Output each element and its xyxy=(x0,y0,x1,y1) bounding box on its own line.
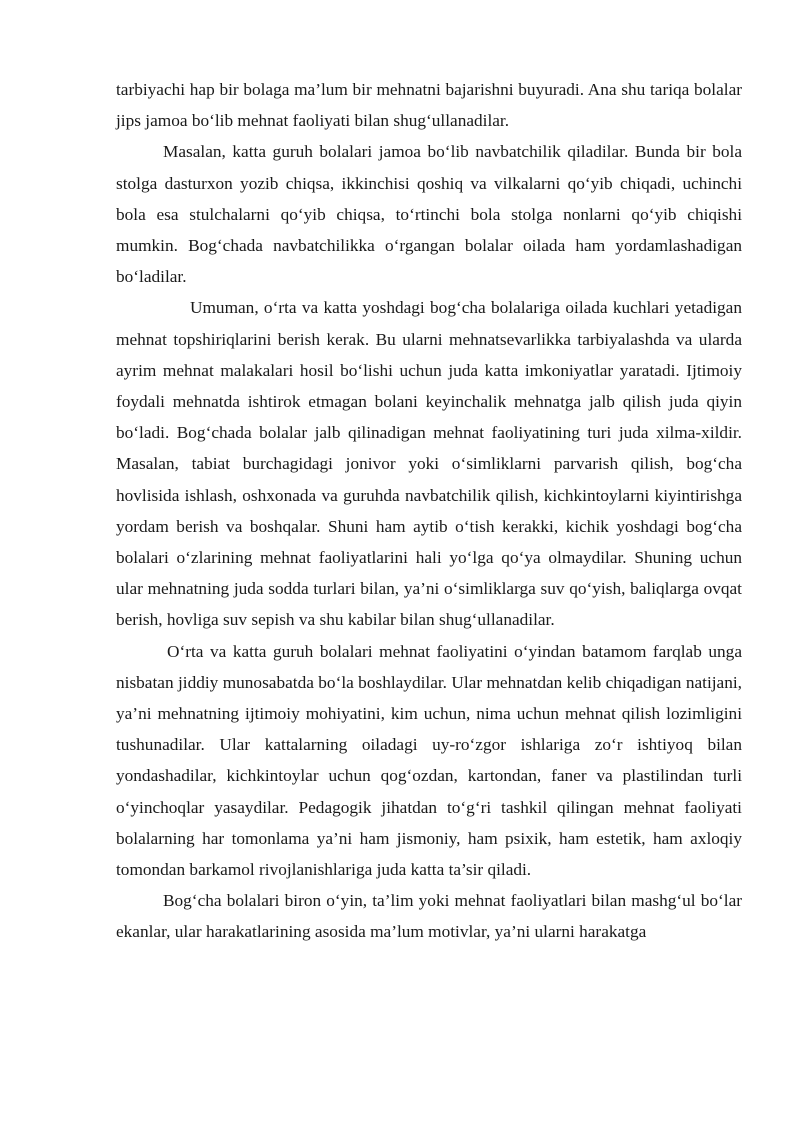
paragraph-3: Umuman, o‘rta va katta yoshdagi bog‘cha bolalariga oilada kuchlari yetadigan mehnat topshiriqlarini berish kerak. Bu ularni mehnatsevarlikka tarbiyalashda va ularda ayrim mehnat malakalari hosil bo‘lishi uchun juda katta imkoniyatlar yaratadi. Ijtimoiy foydali mehnatda ishtirok etmagan bolani keyinchalik mehnatga jalb qilish juda qiyin bo‘ladi. Bog‘chada bolalar jalb qilinadigan mehnat faoliyatining turi juda xilma-xildir. Masalan, tabiat burchagidagi jonivor yoki o‘simliklarni parvarish qilish, bog‘cha hovlisida ishlash, oshxonada va guruhda navbatchilik qilish, kichkintoylarni kiyintirishga yordam berish va boshqalar. Shuni ham aytib o‘tish kerakki, kichik yoshdagi bog‘cha bolalari o‘zlarining mehnat faoliyatlarini hali yo‘lga qo‘ya olmaydilar. Shuning uchun ular mehnatning juda sodda turlari bilan, ya’ni o‘simliklarga suv qo‘yish, baliqlarga ovqat berish, hovliga suv sepish va shu kabilar bilan shug‘ullanadilar. xyxy=(116,298,742,630)
paragraph-2: Masalan, katta guruh bolalari jamoa bo‘lib navbatchilik qiladilar. Bunda bir bola stolga dasturxon yozib chiqsa, ikkinchisi qoshiq va vilkalarni qo‘yib chiqadi, uchinchi bola esa stulchalarni qo‘yib chiqsa, to‘rtinchi bola stolga nonlarni qo‘yib chiqishi mumkin. Bog‘chada navbatchilikka o‘rgangan bolalar oilada ham yordamlashadigan bo‘ladilar. xyxy=(116,142,742,287)
paragraph-5: Bog‘cha bolalari biron o‘yin, ta’lim yoki mehnat faoliyatlari bilan mashg‘ul bo‘lar ekanlar, ular harakatlarining asosida ma’lum motivlar, ya’ni ularni harakatga xyxy=(116,891,742,942)
paragraph-1: tarbiyachi hap bir bolaga ma’lum bir mehnatni bajarishni buyuradi. Ana shu tariqa bolalar jips jamoa bo‘lib mehnat faoliyati bilan shug‘ullanadilar. xyxy=(116,80,742,131)
body-text xyxy=(116,74,742,948)
paragraph-4: O‘rta va katta guruh bolalari mehnat faoliyatini o‘yindan batamom farqlab unga nisbatan jiddiy munosabatda bo‘la boshlaydilar. Ular mehnatdan kelib chiqadigan natijani, ya’ni mehnatning ijtimoiy mohiyatini, kim uchun, nima uchun mehnat qilish lozimligini tushunadilar. Ular kattalarning oiladagi uy-ro‘zgor ishlariga zo‘r ishtiyoq bilan yondashadilar, kichkintoylar uchun qog‘ozdan, kartondan, faner va plastilindan turli o‘yinchoqlar yasaydilar. Pedagogik jihatdan to‘g‘ri tashkil qilingan mehnat faoliyati bolalarning har tomonlama ya’ni ham jismoniy, ham psixik, ham estetik, ham axloqiy tomondan barkamol rivojlanishlariga juda katta ta’sir qiladi. xyxy=(116,641,742,880)
